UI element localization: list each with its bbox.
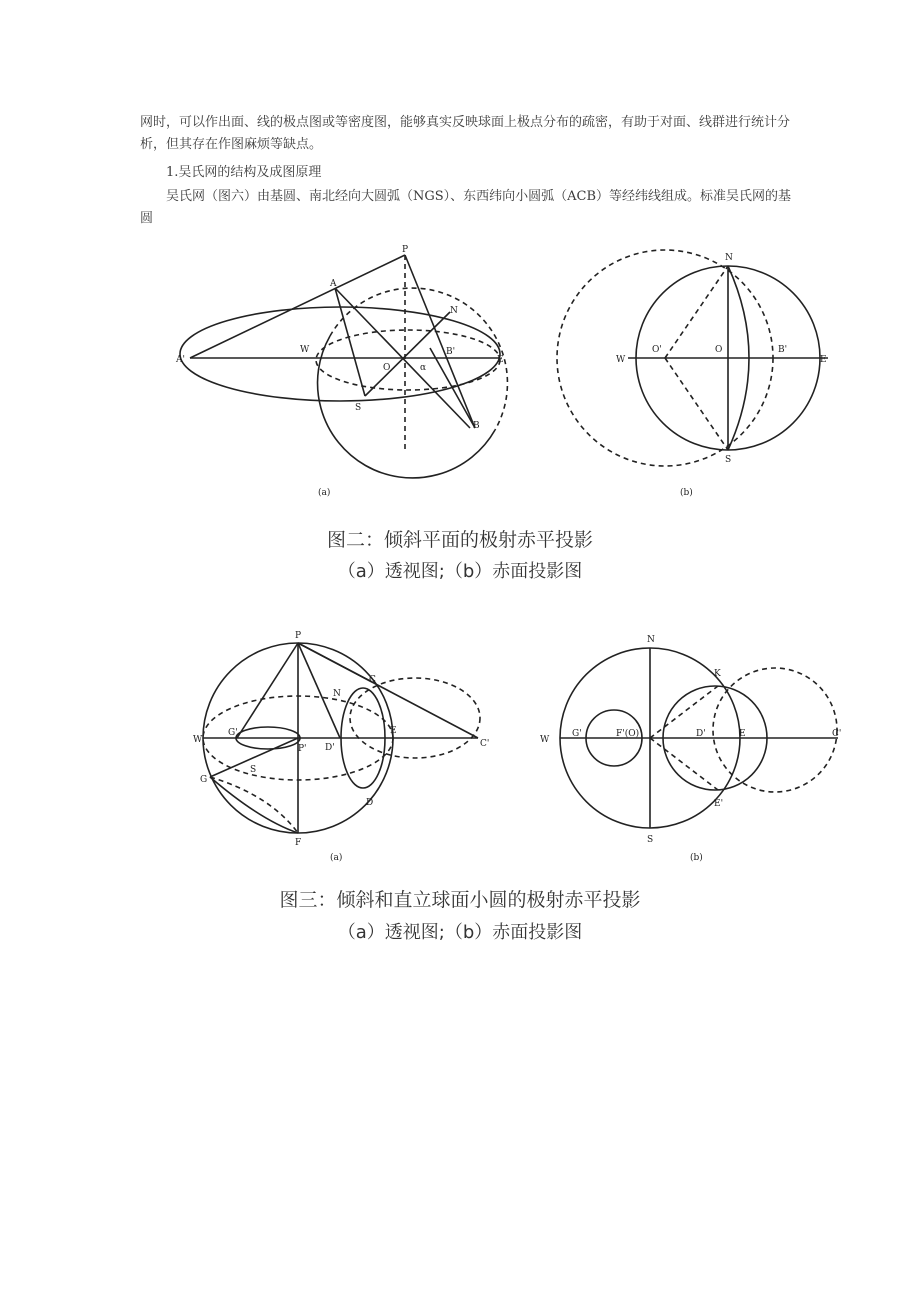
label-n: N [450,306,458,316]
label-s: S [250,765,257,775]
label-s: S [355,403,362,413]
label-g-prime: G' [572,729,582,739]
paragraph-continued: 网时，可以作出面、线的极点图或等密度图，能够真实反映球面上极点分布的疏密，有助于对面、线群进行统计分析，但其存在作图麻烦等缺点。 [140,115,791,152]
dashed-small-circle [713,668,837,792]
label-e: E [390,726,397,736]
label-e-prime: E' [714,799,724,809]
label-f-prime-o: F'(O) [616,729,640,739]
label-n: N [725,253,733,263]
figure-2-caption-subtitle: （a）透视图;（b）赤面投影图 [337,561,583,582]
label-p-prime: P' [298,744,307,754]
figure-2-panel-b-labels [616,253,827,465]
label-a-prime: A' [176,355,185,365]
label-b-prime: B' [778,345,788,355]
label-g-prime: G' [228,728,238,738]
label-c-prime: C' [480,739,490,749]
label-n: N [333,689,341,699]
label-w: W [540,735,550,745]
paragraph-wulff-net: 吴氏网（图六）由基圆、南北经向大圆弧（NGS）、东西纬向小圆弧（ACB）等经纬线组成。标准吴氏网的基圆 [140,189,792,226]
label-p: P [295,631,302,641]
label-b: B [473,421,480,431]
label-d-prime: D' [325,743,335,753]
figure-3-panel-a [203,643,480,833]
figure-3-panel-b-labels [540,635,841,845]
label-e: E [739,729,746,739]
figure-3-caption-title: 图三：倾斜和直立球面小圆的极射赤平投影 [279,889,641,911]
figure-2-panel-a [180,255,507,478]
label-a: A [330,279,337,289]
label-w: W [616,355,626,365]
figure-2-diagram [0,240,920,510]
label-k: K [714,669,721,679]
figure-3-diagram [0,620,920,870]
label-d-prime: D' [696,729,706,739]
label-w: W [300,345,310,355]
panel-a-label: (a) [330,853,343,863]
label-s: S [725,455,732,465]
label-s: S [647,835,654,845]
label-e: E [820,355,827,365]
section-heading: 1.吴氏网的结构及成图原理 [166,165,322,180]
label-f: F [295,838,302,848]
label-g: G [200,775,208,785]
figure-2-panel-b [557,250,828,466]
figure-2-panel-a-labels [175,245,504,431]
label-n: N [647,635,655,645]
label-d: D [366,798,374,808]
label-o: O [715,345,723,355]
panel-a-label: (a) [318,488,331,498]
label-e: E [497,355,504,365]
figure-3-caption-subtitle: （a）透视图;（b）赤面投影图 [337,922,583,943]
horizontal-ellipse [316,330,500,390]
panel-b-label: (b) [690,853,703,863]
dashed-large-ellipse [350,678,480,758]
label-o: O [383,363,391,373]
label-c-prime: C' [832,729,842,739]
label-c: C [369,675,376,685]
figure-2-caption-title: 图二：倾斜平面的极射赤平投影 [326,529,593,551]
panel-b-label: (b) [680,488,693,498]
label-p: P [402,245,409,255]
label-w: W [193,735,203,745]
label-alpha: α [420,363,427,373]
label-b-prime: B' [446,347,456,357]
label-o-prime: O' [652,345,662,355]
